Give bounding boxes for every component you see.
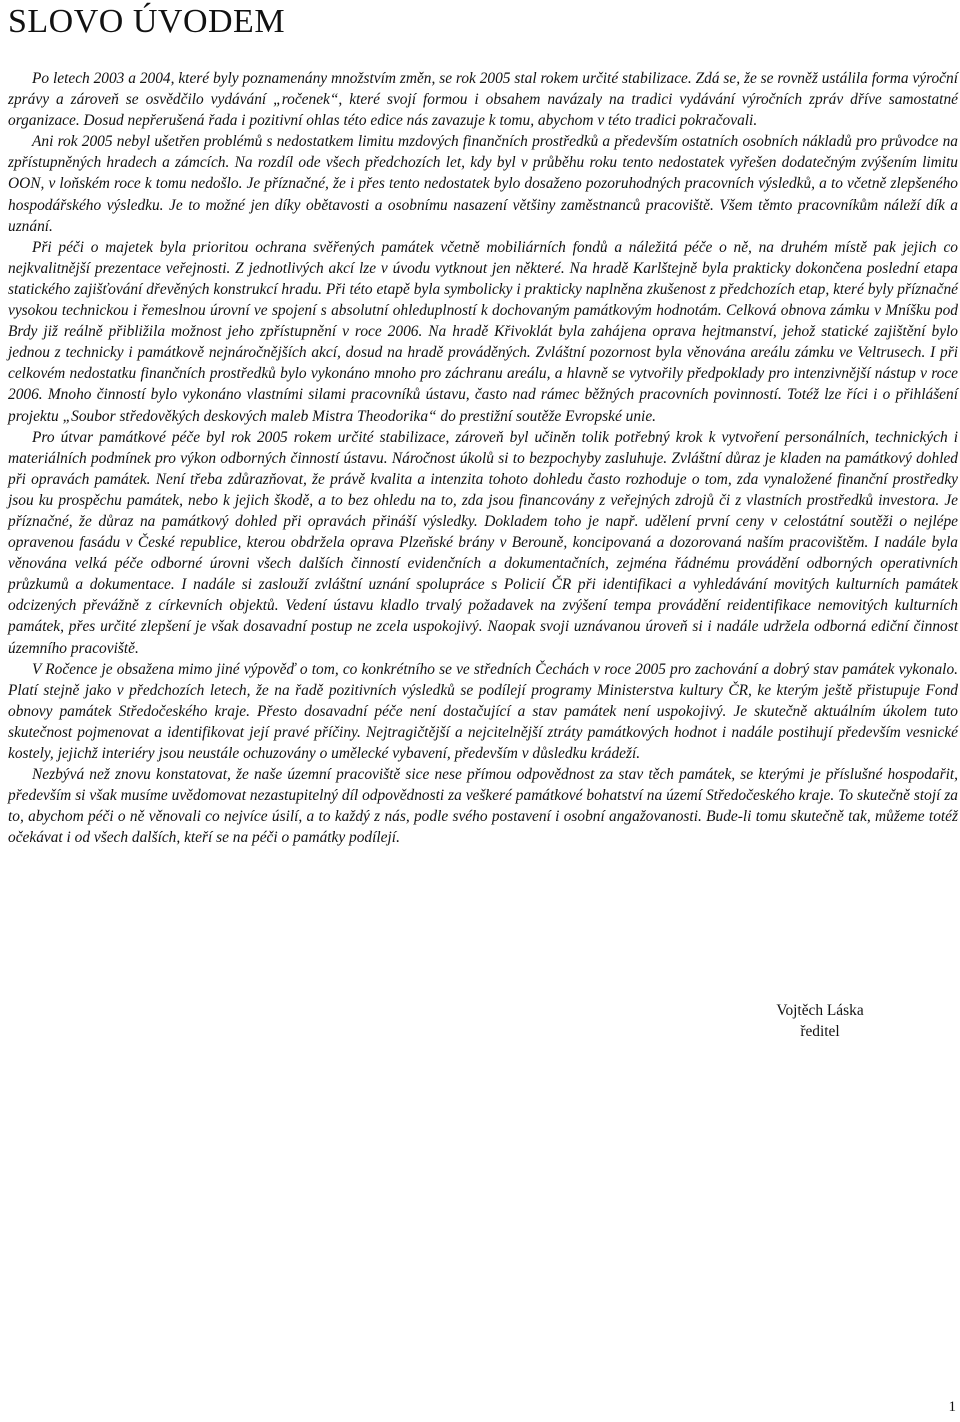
paragraph: V Ročence je obsažena mimo jiné výpověď o tom, co konkrétního se ve středních Čechách v roce 2005 pro zachování a dobrý stav památek vykonalo. Platí stejně jako v předchozích letech, že na řadě pozitivních výsledků se podílejí programy Ministerstva kultury ČR, ke kterým ještě přistupuje Fond obnovy památek Středočeského kraje. Přesto dosavadní péče není dostačující a stav památek není uspokojivý. Je skutečně aktuálním úkolem tuto skutečnost pojmenovat a identifikovat její pravé příčiny. Nejtragičtější a nejcitelnější ztráty památkových hodnot i nadále postihují především vesnické kostely, jejichž interiéry jsou neustále ochuzovány o umělecké vybavení, především v důsledku krádeží. (8, 660, 958, 762)
body-text (8, 68, 958, 848)
paragraph: Po letech 2003 a 2004, které byly poznamenány množstvím změn, se rok 2005 stal rokem určité stabilizace. Zdá se, že se rovněž ustálila forma výroční zprávy a zároveň se osvědčilo vydávání „ročenek“, které svojí formou i obsahem navázaly na tradici vydávání výročních zpráv dříve samostatné organizace. Dosud nepřerušená řada i pozitivní ohlas této edice nás zavazuje k tomu, abychom v této tradici pokračovali. (8, 70, 958, 130)
page-number: 1 (948, 1399, 956, 1415)
paragraph: Nezbývá než znovu konstatovat, že naše územní pracoviště sice nese přímou odpovědnost za stav těch památek, se kterými je příslušné hospodařit, především si však musíme uvědomovat nezastupitelný díl odpovědnosti za veškeré památkové bohatství na území Středočeského kraje. To skutečně stojí za to, abychom péči o ně věnovali co nejvíce úsilí, a to každý z nás, podle svého postavení i osobní angažovanosti. Bude-li tomu skutečně tak, můžeme totéž očekávat i od všech dalších, kteří se na péči o památky podílejí. (8, 766, 958, 847)
signature-block (720, 1000, 920, 1042)
signature-role: ředitel (800, 1023, 840, 1040)
signature-name: Vojtěch Láska (776, 1002, 864, 1019)
paragraph: Ani rok 2005 nebyl ušetřen problémů s nedostatkem limitu mzdových finančních prostředků a především ostatních osobních nákladů pro průvodce na zpřístupněných hradech a zámcích. Na rozdíl ode všech předchozích let, kdy byl v průběhu roku tento nedostatek vyřešen dodatečným zvýšením limitu OON, v loňském roce k tomu nedošlo. Je příznačné, že i přes tento nedostatek bylo dosaženo pozoruhodných pracovních výsledků, a to včetně zlepšeného hospodářského výsledku. Je to možné jen díky obětavosti a osobnímu nasazení většiny zaměstnanců pracoviště. Všem těmto pracovníkům náleží dík a uznání. (8, 133, 958, 235)
paragraph: Pro útvar památkové péče byl rok 2005 rokem určité stabilizace, zároveň byl učiněn tolik potřebný krok k vytvoření personálních, technických i materiálních podmínek pro výkon odborných činností ústavu. Náročnost úkolů si to bezpochyby zasluhuje. Zvláštní důraz je kladen na památkový dohled při opravách památek. Není třeba zdůrazňovat, že právě kvalita a intenzita tohoto dohledu často rozhoduje o tom, zda vynaložené finanční prostředky jsou ku prospěchu památek, nebo k jejich škodě, a to bez ohledu na to, zda jsou financovány z veřejných zdrojů či z vlastních prostředků investora. Je příznačné, že důraz na památkový dohled při opravách přináší výsledky. Dokladem toho je např. udělení první ceny v celostátní soutěži o nejlépe opravenou fasádu v České republice, kterou obdržela oprava Plzeňské brány v Berouně, koncipovaná a dozorovaná naším pracovištěm. I nadále byla věnována velká péče odborné úrovni všech dalších činností evidenčních a dokumentačních, zejména řádnému provádění odborných operativních průzkumů a dokumentace. I nadále si zaslouží zvláštní uznání spolupráce s Policií ČR při identifikaci a vyhledávání movitých kulturních památek odcizených převážně z církevních objektů. Vedení ústavu kladlo trvalý požadavek na zvýšení tempa provádění reidentifikace nemovitých kulturních památek, přes určité zlepšení je však dosavadní postup ne zcela uspokojivý. Naopak svoji uznávanou úroveň si i nadále udržela odborná ediční činnost územního pracoviště. (8, 428, 958, 657)
page-title: SLOVO ÚVODEM (8, 3, 286, 40)
paragraph: Při péči o majetek byla prioritou ochrana svěřených památek včetně mobiliárních fondů a náležitá péče o ně, na druhém místě pak jejich co nejkvalitnější prezentace veřejnosti. Z jednotlivých akcí lze v úvodu vytknout jen některé. Na hradě Karlštejně byla prakticky dokončena poslední etapa statického zajišťování dřevěných konstrukcí hradu. Při této etapě byla symbolicky i prakticky naplněna zkušenost z předchozích etap, které byly příznačné vysokou technickou i řemeslnou úrovní ve spojení s absolutní ohleduplností k dochovaným památkovým hodnotám. Celková obnova zámku v Mníšku pod Brdy již reálně přibližila možnost jeho zpřístupnění v roce 2006. Na hradě Křivoklát byla zahájena oprava hejtmanství, jehož statické zajištění bylo jednou z technicky i památkově nejnáročnějších akcí, dosud na hradě prováděných. Zvláštní pozornost byla věnována areálu zámku ve Veltrusech. I při celkovém nedostatku finančních prostředků bylo vykonáno mnoho pro záchranu areálu, a hlavně se vytvořily předpoklady pro intenzivnější nástup v roce 2006. Mnoho činností bylo vykonáno vlastními silami pracovníků ústavu, často nad rámec běžných pracovních povinností. Totéž lze říci i o přihlášení projektu „Soubor středověkých deskových maleb Mistra Theodorika“ do prestižní soutěže Evropské unie. (8, 238, 958, 425)
